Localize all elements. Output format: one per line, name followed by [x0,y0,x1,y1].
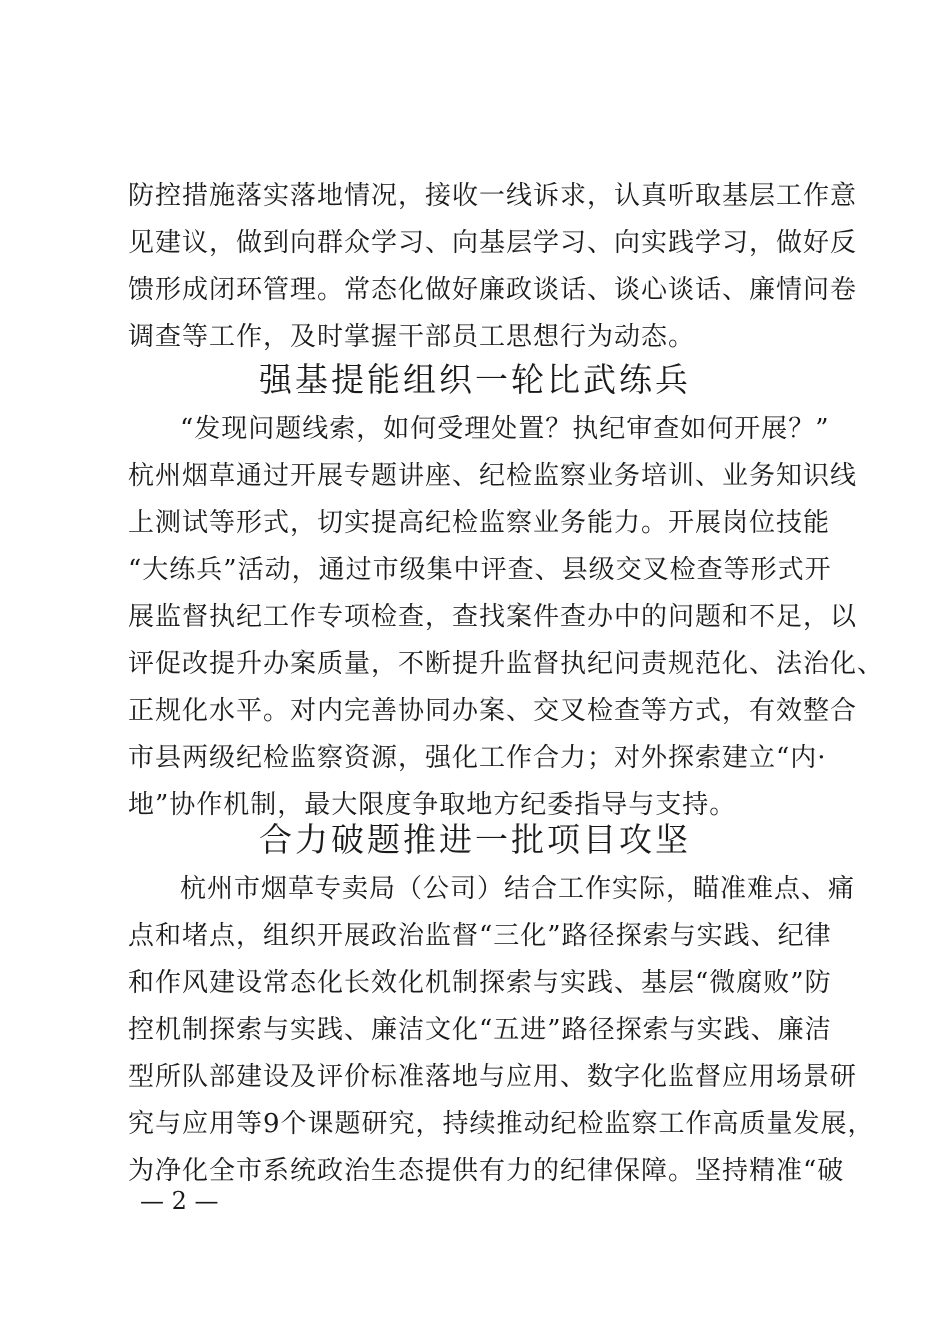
paragraph-line: “大练兵”活动，通过市级集中评查、县级交叉检查等形式开 [128,555,832,585]
paragraph-line: “发现问题线索，如何受理处置？执纪审查如何开展？” [180,414,830,444]
paragraph-line: 杭州烟草通过开展专题讲座、纪检监察业务培训、业务知识线 [128,461,858,491]
paragraph-line: 型所队部建设及评价标准落地与应用、数字化监督应用场景研 [128,1062,858,1092]
paragraph-line: 评促改提升办案质量，不断提升监督执纪问责规范化、法治化、 [128,649,885,679]
paragraph-line: 杭州市烟草专卖局（公司）结合工作实际，瞄准难点、痛 [180,874,856,904]
paragraph-line: 地”协作机制，最大限度争取地方纪委指导与支持。 [128,790,737,820]
paragraph-line: 究与应用等9个课题研究，持续推动纪检监察工作高质量发展， [128,1109,875,1139]
section-heading: 合力破题推进一批项目攻坚 [259,820,691,859]
paragraph-line: 和作风建设常态化长效化机制探索与实践、基层“微腐败”防 [128,968,832,998]
paragraph-line: 防控措施落实落地情况，接收一线诉求，认真听取基层工作意 [128,181,858,211]
paragraph-line: 调查等工作，及时掌握干部员工思想行为动态。 [128,322,696,352]
paragraph-line: 展监督执纪工作专项检查，查找案件查办中的问题和不足，以 [128,602,858,632]
section-heading: 强基提能组织一轮比武练兵 [259,360,691,399]
paragraph-line: 市县两级纪检监察资源，强化工作合力；对外探索建立“内· [128,743,827,773]
paragraph-line: 正规化水平。对内完善协同办案、交叉检查等方式，有效整合 [128,696,858,726]
paragraph-line: 馈形成闭环管理。常态化做好廉政谈话、谈心谈话、廉情问卷 [128,275,858,305]
paragraph-line: 见建议，做到向群众学习、向基层学习、向实践学习，做好反 [128,228,858,258]
page-number: — 2 — [140,1187,219,1215]
paragraph-line: 为净化全市系统政治生态提供有力的纪律保障。坚持精准“破 [128,1156,845,1186]
paragraph-line: 控机制探索与实践、廉洁文化“五进”路径探索与实践、廉洁 [128,1015,832,1045]
paragraph-line: 点和堵点，组织开展政治监督“三化”路径探索与实践、纪律 [128,921,832,951]
paragraph-line: 上测试等形式，切实提高纪检监察业务能力。开展岗位技能 [128,508,831,538]
